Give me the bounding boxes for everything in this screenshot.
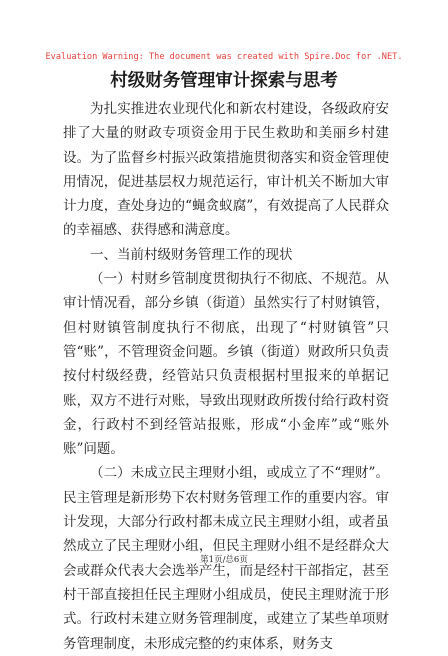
body-paragraph-1: （一）村财乡管制度贯彻执行不彻底、不规范。从审计情况看，部分乡镇（街道）虽然实行了村财镇管，但村财镇管制度执行不彻底，出现了“村财镇管”只管“账”，不管理资金问题。乡镇（街道）财政所只负责按付村级经费，经管站只负责根据村里报来的单据记账，双方不进行对账，导致出现财政所拨付给行政村资金，行政村不到经管站报账，形成“小金库”或“账外账”问题。 xyxy=(63,271,389,458)
section-heading: 一、当前村级财务管理工作的现状 xyxy=(90,246,293,263)
intro-paragraph: 为扎实推进农业现代化和新农村建设，各级政府安排了大量的财政专项资金用于民生救助和美丽乡村建设。为了监督乡村振兴政策措施贯彻落实和资金管理使用情况，促进基层权力规范运行，审计机关不断加大审计力度，查处身边的“蝇贪蚁腐”，有效提高了人民群众的幸福感、获得感和满意度。 xyxy=(63,101,389,239)
evaluation-warning: Evaluation Warning: The document was created with Spire.Doc for .NET. xyxy=(45,52,403,62)
document-body xyxy=(63,97,389,656)
document-title: 村级财务管理审计探索与思考 xyxy=(110,71,338,91)
body-paragraph-2: （二）未成立民主理财小组，或成立了不“理财”。民主管理是新形势下农村财务管理工作的重要内容。审计发现，大部分行政村都未成立民主理财小组，或者虽然成立了民主理财小组，但民主理财小组不是经群众大会或群众代表大会选举产生，而是经村干部指定，甚至村干部直接担任民主理财小组成员，使民主理财流于形式。行政村未建立财务管理制度，或建立了某些单项财务管理制度，未形成完整的约束体系，财务支 xyxy=(63,465,389,652)
page-number: 第1页/总6页 xyxy=(200,555,248,565)
